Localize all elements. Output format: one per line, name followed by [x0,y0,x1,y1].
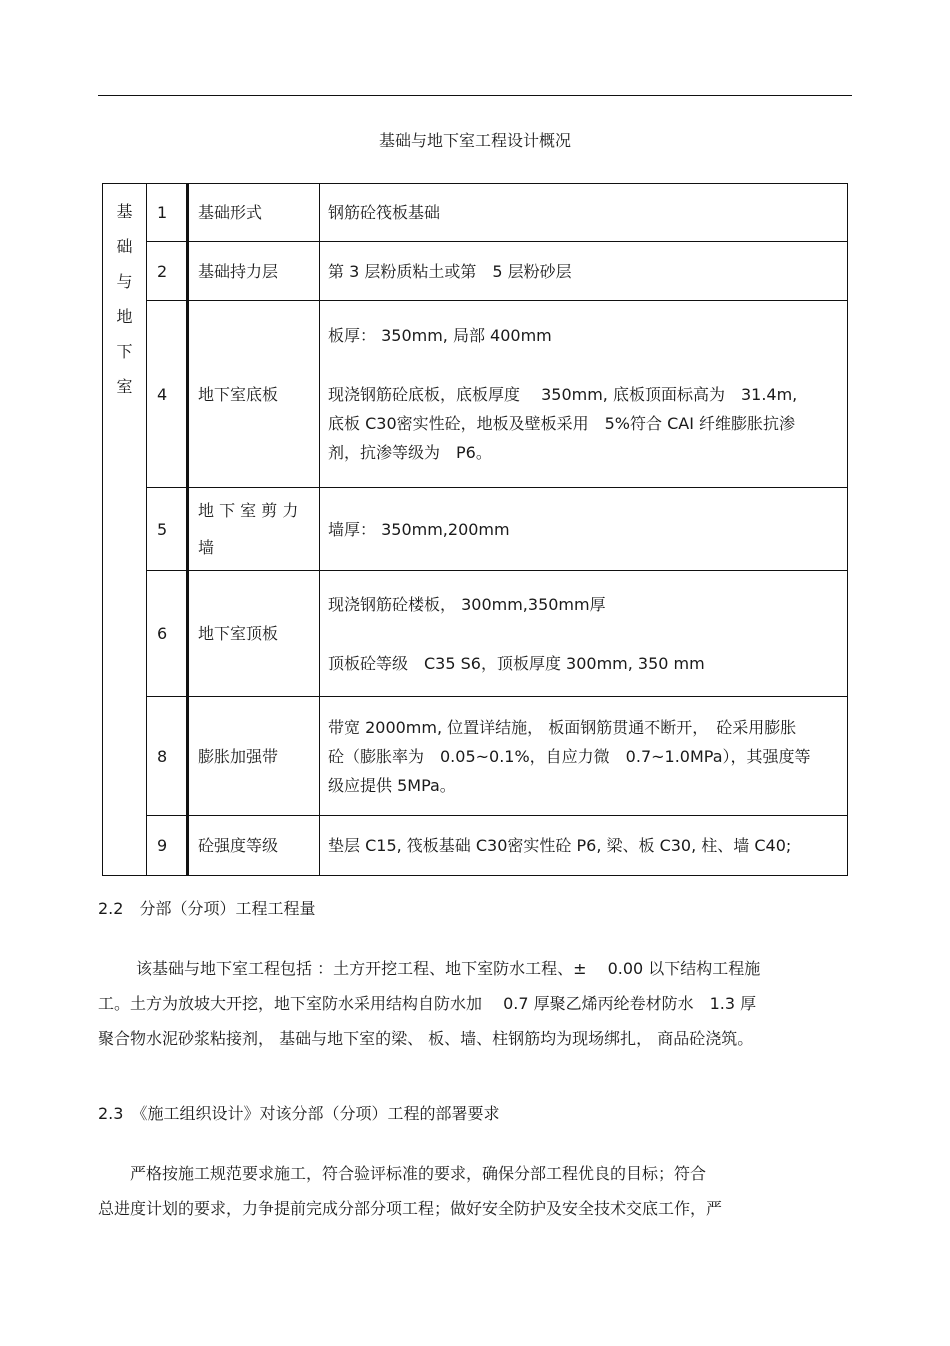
description-line: 板厚： 350mm, 局部 400mm [328,326,552,345]
row-number: 1 [147,184,188,242]
table-row [103,301,848,488]
item-name: 地下室顶板 [188,571,320,697]
group-char: 室 [116,377,133,396]
description-line: 带宽 2000mm, 位置详结施， 板面钢筋贯通不断开， 砼采用膨胀 [328,717,797,737]
section-paragraph [98,951,850,1056]
description-line: 级应提供 5MPa。 [328,775,456,795]
description-line: 顶板砼等级 C35 S6，顶板厚度 300mm, 350 mm [328,653,705,673]
table-row [103,488,848,571]
row-number: 2 [147,242,188,301]
document-title: 基础与地下室工程设计概况 [378,131,571,150]
description-line: 第 3 层粉质粘土或第 5 层粉砂层 [328,261,572,281]
row-number: 4 [147,301,188,488]
item-name: 基础形式 [188,184,320,242]
description-line: 剂，抗渗等级为 P6。 [328,443,492,462]
item-description [320,697,848,816]
paragraph-line: 聚合物水泥砂浆粘接剂， 基础与地下室的梁、 板、墙、柱钢筋均为现场绑扎， 商品砼浇筑。 [98,1029,754,1048]
group-char: 础 [116,237,133,256]
description-line: 现浇钢筋砼楼板， 300mm,350mm厚 [328,594,606,614]
section-heading: 2.3 《施工组织设计》对该分部（分项）工程的部署要求 [98,1104,500,1123]
group-char: 与 [116,272,133,291]
table-row [103,571,848,697]
item-name: 地 下 室 剪 力 墙 [188,488,320,571]
table-row [103,816,848,876]
table-row [103,184,848,242]
paragraph-line: 总进度计划的要求，力争提前完成分部分项工程；做好安全防护及安全技术交底工作，严 [98,1199,723,1218]
item-name: 地下室底板 [188,301,320,488]
group-char: 基 [116,202,133,221]
item-name: 砼强度等级 [188,816,320,876]
item-description [320,816,848,876]
item-name: 基础持力层 [188,242,320,301]
item-description [320,301,848,488]
paragraph-line: 该基础与地下室工程包括 ：土方开挖工程、地下室防水工程、± 0.00 以下结构工程施 [136,959,761,978]
table-row [103,242,848,301]
item-description [320,184,848,242]
group-char: 下 [116,342,133,361]
group-label-cell [103,184,147,876]
section-paragraph [98,1156,850,1226]
paragraph-line: 工。土方为放坡大开挖，地下室防水采用结构自防水加 0.7 厚聚乙烯丙纶卷材防水 1.3 厚 [98,994,757,1013]
description-line: 垫层 C15, 筏板基础 C30密实性砼 P6, 梁、板 C30, 柱、墙 C40; [328,836,792,855]
table-row [103,697,848,816]
description-line: 钢筋砼筏板基础 [328,203,441,222]
row-number: 9 [147,816,188,876]
description-line: 墙厚： 350mm,200mm [328,519,510,539]
item-description [320,242,848,301]
design-overview-table [102,183,848,876]
item-name: 膨胀加强带 [188,697,320,816]
header-rule [98,95,852,96]
paragraph-line: 严格按施工规范要求施工，符合验评标准的要求，确保分部工程优良的目标；符合 [130,1164,707,1183]
row-number: 5 [147,488,188,571]
item-description [320,571,848,697]
description-line: 底板 C30密实性砼，地板及壁板采用 5%符合 CAI 纤维膨胀抗渗 [328,414,796,433]
description-line: 砼（膨胀率为 0.05~0.1%，自应力微 0.7~1.0MPa），其强度等 [328,746,811,766]
section-heading: 2.2 分部（分项）工程工程量 [98,899,316,918]
group-char: 地 [116,307,133,326]
row-number: 6 [147,571,188,697]
row-number: 8 [147,697,188,816]
item-description [320,488,848,571]
description-line: 现浇钢筋砼底板，底板厚度 350mm, 底板顶面标高为 31.4m, [328,385,798,404]
